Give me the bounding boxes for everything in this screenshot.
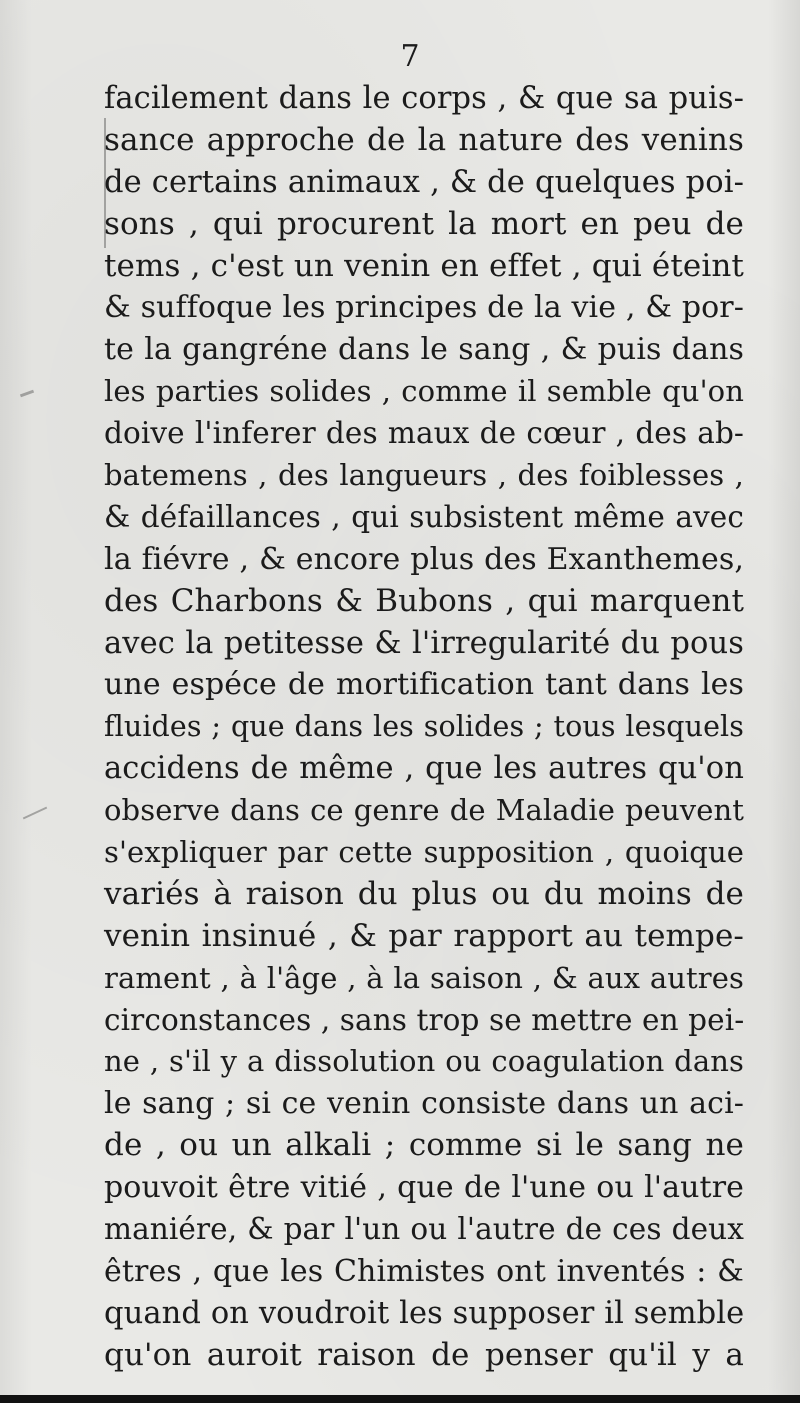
text-line: observe dans ce genre de Maladie peuvent [104,793,744,828]
text-line: de certains animaux , & de quelques poi- [104,164,744,200]
text-line: circonstances , sans trop se mettre en pei- [104,1002,745,1037]
margin-rule [104,118,106,248]
text-line: les parties solides , comme il semble qu'on [104,374,744,409]
text-line: maniére, & par l'un ou l'autre de ces deux [104,1212,744,1247]
text-line: la fiévre , & encore plus des Exanthemes, [104,541,744,577]
text-line: des Charbons & Bubons , qui marquent [104,582,744,619]
text-line: une espéce de mortification tant dans les [104,667,744,703]
text-line: qu'on auroit raison de penser qu'il y a [104,1336,744,1373]
text-line: facilement dans le corps , & que sa puis- [104,81,744,116]
text-line: & suffoque les principes de la vie , & por- [104,290,744,326]
text-line: avec la petitesse & l'irregularité du pous [104,625,744,661]
text-line: de , ou un alkali ; comme si le sang ne [104,1127,744,1164]
text-line: tems , c'est un venin en effet , qui éteint [104,247,744,284]
text-line: sance approche de la nature des venins [104,121,744,158]
text-line: te la gangréne dans le sang , & puis dans [104,332,744,368]
text-line: s'expliquer par cette supposition , quoique [104,835,744,870]
text-line: ne , s'il y a dissolution ou coagulation dans [104,1044,744,1079]
text-line: rament , à l'âge , à la saison , & aux autres [104,960,744,995]
text-line: doive l'inferer des maux de cœur , des ab- [104,416,744,451]
body-text [104,78,744,1377]
scan-bottom-edge [0,1395,800,1403]
text-line: êtres , que les Chimistes ont inventés : & [104,1253,744,1289]
page-number: 7 [400,39,420,74]
text-line: pouvoit être vitié , que de l'une ou l'autre [104,1170,744,1206]
scan-speck [23,807,47,820]
text-line: le sang ; si ce venin consiste dans un aci- [104,1086,744,1122]
text-line: quand on voudroit les supposer il semble [104,1295,745,1331]
text-line: variés à raison du plus ou du moins de [104,875,744,912]
text-line: sons , qui procurent la mort en peu de [104,205,744,242]
text-line: fluides ; que dans les solides ; tous lesquels [104,710,744,744]
text-line: batemens , des langueurs , des foiblesses , [104,458,744,493]
text-line: accidens de même , que les autres qu'on [104,751,744,787]
text-line: venin insinué , & par rapport au tempe- [104,917,744,954]
text-line: & défaillances , qui subsistent même avec [104,499,744,534]
scan-speck [20,390,34,398]
